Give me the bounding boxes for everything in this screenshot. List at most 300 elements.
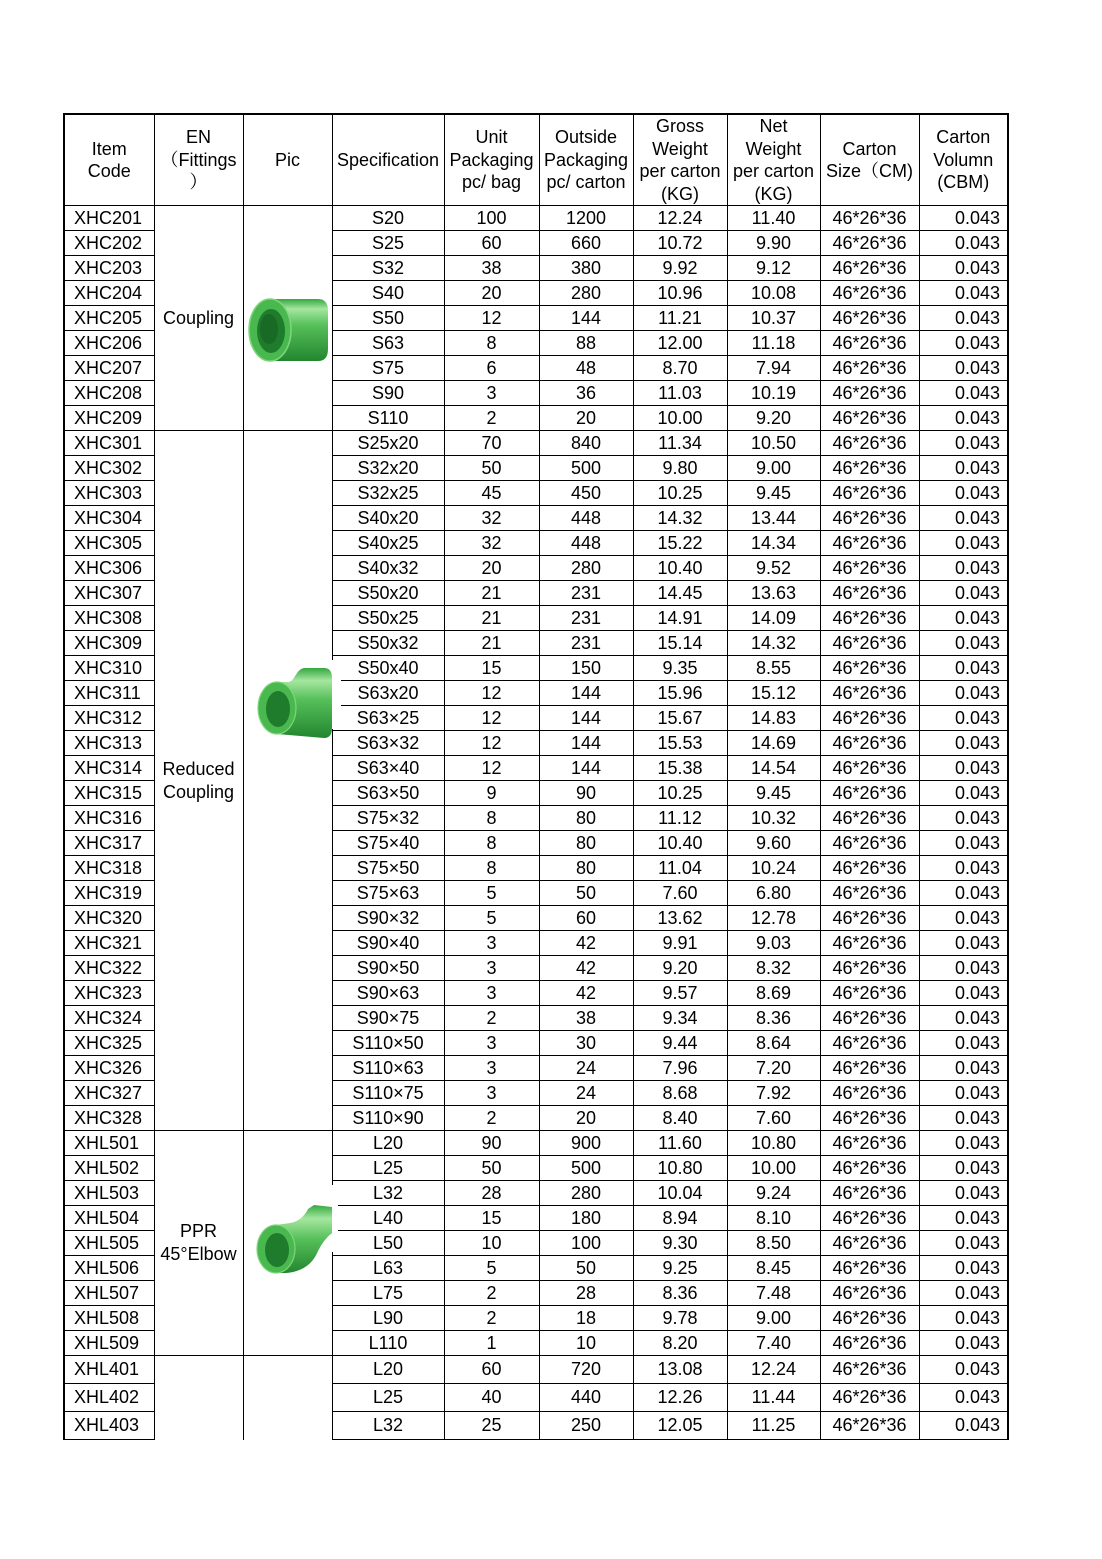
specification-cell: S50x32 [332,631,444,656]
gross-weight-cell: 9.78 [633,1306,727,1331]
net-weight-cell: 13.63 [727,581,820,606]
outside-packaging-cell: 448 [539,531,633,556]
outside-packaging-cell: 450 [539,481,633,506]
gross-weight-cell: 9.44 [633,1031,727,1056]
header-gross-weight: Gross Weight per carton (KG) [633,114,727,206]
carton-volume-cell: 0.043 [919,381,1008,406]
carton-volume-cell: 0.043 [919,306,1008,331]
outside-packaging-cell: 180 [539,1206,633,1231]
unit-packaging-cell: 25 [444,1412,539,1440]
specification-cell: L75 [332,1281,444,1306]
unit-packaging-cell: 8 [444,331,539,356]
carton-size-cell: 46*26*36 [820,1156,919,1181]
item-code-cell: XHL504 [64,1206,154,1231]
net-weight-cell: 7.20 [727,1056,820,1081]
carton-volume-cell: 0.043 [919,406,1008,431]
specification-cell: L90 [332,1306,444,1331]
item-code-cell: XHC307 [64,581,154,606]
unit-packaging-cell: 2 [444,1106,539,1131]
carton-size-cell: 46*26*36 [820,456,919,481]
unit-packaging-cell: 40 [444,1384,539,1412]
item-code-cell: XHC202 [64,231,154,256]
gross-weight-cell: 8.70 [633,356,727,381]
fitting-name-cell: PPR 45°Elbow [154,1131,243,1356]
carton-volume-cell: 0.043 [919,1256,1008,1281]
net-weight-cell: 8.10 [727,1206,820,1231]
specification-cell: S25x20 [332,431,444,456]
gross-weight-cell: 11.03 [633,381,727,406]
net-weight-cell: 11.44 [727,1384,820,1412]
item-code-cell: XHC301 [64,431,154,456]
item-code-cell: XHC305 [64,531,154,556]
carton-size-cell: 46*26*36 [820,1231,919,1256]
net-weight-cell: 11.25 [727,1412,820,1440]
specification-cell: S90×40 [332,931,444,956]
net-weight-cell: 15.12 [727,681,820,706]
outside-packaging-cell: 88 [539,331,633,356]
outside-packaging-cell: 250 [539,1412,633,1440]
item-code-cell: XHC304 [64,506,154,531]
net-weight-cell: 10.80 [727,1131,820,1156]
unit-packaging-cell: 28 [444,1181,539,1206]
outside-packaging-cell: 10 [539,1331,633,1356]
item-code-cell: XHL502 [64,1156,154,1181]
outside-packaging-cell: 144 [539,706,633,731]
gross-weight-cell: 8.20 [633,1331,727,1356]
gross-weight-cell: 12.26 [633,1384,727,1412]
carton-volume-cell: 0.043 [919,1031,1008,1056]
unit-packaging-cell: 12 [444,306,539,331]
outside-packaging-cell: 720 [539,1356,633,1384]
outside-packaging-cell: 840 [539,431,633,456]
net-weight-cell: 14.54 [727,756,820,781]
net-weight-cell: 12.24 [727,1356,820,1384]
carton-size-cell: 46*26*36 [820,256,919,281]
table-body [64,206,1008,1440]
gross-weight-cell: 13.62 [633,906,727,931]
carton-size-cell: 46*26*36 [820,231,919,256]
unit-packaging-cell: 32 [444,531,539,556]
net-weight-cell: 14.69 [727,731,820,756]
net-weight-cell: 8.69 [727,981,820,1006]
reduced-coupling-icon [244,658,342,740]
picture-cell [243,431,332,1131]
gross-weight-cell: 7.96 [633,1056,727,1081]
net-weight-cell: 10.32 [727,806,820,831]
outside-packaging-cell: 20 [539,406,633,431]
carton-volume-cell: 0.043 [919,331,1008,356]
carton-size-cell: 46*26*36 [820,631,919,656]
unit-packaging-cell: 21 [444,581,539,606]
specification-cell: S63×40 [332,756,444,781]
carton-size-cell: 46*26*36 [820,556,919,581]
carton-volume-cell: 0.043 [919,781,1008,806]
gross-weight-cell: 15.67 [633,706,727,731]
carton-size-cell: 46*26*36 [820,931,919,956]
outside-packaging-cell: 900 [539,1131,633,1156]
gross-weight-cell: 10.80 [633,1156,727,1181]
carton-size-cell: 46*26*36 [820,281,919,306]
gross-weight-cell: 10.25 [633,781,727,806]
carton-volume-cell: 0.043 [919,706,1008,731]
net-weight-cell: 9.60 [727,831,820,856]
carton-volume-cell: 0.043 [919,756,1008,781]
specification-cell: S110×75 [332,1081,444,1106]
net-weight-cell: 14.32 [727,631,820,656]
carton-size-cell: 46*26*36 [820,906,919,931]
outside-packaging-cell: 280 [539,281,633,306]
gross-weight-cell: 9.91 [633,931,727,956]
unit-packaging-cell: 5 [444,881,539,906]
gross-weight-cell: 11.12 [633,806,727,831]
carton-size-cell: 46*26*36 [820,1006,919,1031]
specification-cell: S75×50 [332,856,444,881]
gross-weight-cell: 10.96 [633,281,727,306]
specification-cell: L40 [332,1206,444,1231]
header-item-code: Item Code [64,114,154,206]
net-weight-cell: 9.03 [727,931,820,956]
item-code-cell: XHC321 [64,931,154,956]
carton-size-cell: 46*26*36 [820,1181,919,1206]
gross-weight-cell: 11.04 [633,856,727,881]
coupling-icon [248,296,330,364]
specification-cell: L20 [332,1131,444,1156]
carton-volume-cell: 0.043 [919,231,1008,256]
specification-cell: L63 [332,1256,444,1281]
outside-packaging-cell: 30 [539,1031,633,1056]
outside-packaging-cell: 24 [539,1056,633,1081]
net-weight-cell: 10.00 [727,1156,820,1181]
specification-cell: S63 [332,331,444,356]
carton-size-cell: 46*26*36 [820,381,919,406]
carton-volume-cell: 0.043 [919,681,1008,706]
unit-packaging-cell: 1 [444,1331,539,1356]
item-code-cell: XHC308 [64,606,154,631]
carton-volume-cell: 0.043 [919,806,1008,831]
specification-cell: S25 [332,231,444,256]
specification-cell: S75×32 [332,806,444,831]
item-code-cell: XHC328 [64,1106,154,1131]
gross-weight-cell: 11.21 [633,306,727,331]
carton-size-cell: 46*26*36 [820,756,919,781]
gross-weight-cell: 9.92 [633,256,727,281]
outside-packaging-cell: 231 [539,631,633,656]
gross-weight-cell: 10.40 [633,831,727,856]
outside-packaging-cell: 500 [539,456,633,481]
carton-size-cell: 46*26*36 [820,1106,919,1131]
net-weight-cell: 8.64 [727,1031,820,1056]
carton-size-cell: 46*26*36 [820,431,919,456]
carton-size-cell: 46*26*36 [820,1331,919,1356]
gross-weight-cell: 9.57 [633,981,727,1006]
item-code-cell: XHC205 [64,306,154,331]
specification-cell: S63×25 [332,706,444,731]
unit-packaging-cell: 70 [444,431,539,456]
elbow-45-icon [244,1183,339,1275]
net-weight-cell: 9.00 [727,456,820,481]
header-unit-packaging: Unit Packaging pc/ bag [444,114,539,206]
net-weight-cell: 9.24 [727,1181,820,1206]
gross-weight-cell: 12.24 [633,206,727,231]
header-pic: Pic [243,114,332,206]
specification-cell: S90×75 [332,1006,444,1031]
item-code-cell: XHL503 [64,1181,154,1206]
gross-weight-cell: 10.04 [633,1181,727,1206]
net-weight-cell: 9.45 [727,481,820,506]
net-weight-cell: 9.45 [727,781,820,806]
gross-weight-cell: 13.08 [633,1356,727,1384]
net-weight-cell: 7.92 [727,1081,820,1106]
specification-cell: S110×63 [332,1056,444,1081]
specification-cell: S40x25 [332,531,444,556]
unit-packaging-cell: 3 [444,1081,539,1106]
carton-volume-cell: 0.043 [919,581,1008,606]
item-code-cell: XHL401 [64,1356,154,1384]
outside-packaging-cell: 80 [539,806,633,831]
carton-volume-cell: 0.043 [919,1081,1008,1106]
carton-volume-cell: 0.043 [919,281,1008,306]
unit-packaging-cell: 50 [444,1156,539,1181]
carton-size-cell: 46*26*36 [820,681,919,706]
carton-volume-cell: 0.043 [919,831,1008,856]
outside-packaging-cell: 90 [539,781,633,806]
net-weight-cell: 10.37 [727,306,820,331]
carton-volume-cell: 0.043 [919,1356,1008,1384]
unit-packaging-cell: 12 [444,681,539,706]
table-row [64,1131,1008,1156]
unit-packaging-cell: 3 [444,1031,539,1056]
specification-cell: L32 [332,1412,444,1440]
unit-packaging-cell: 2 [444,1281,539,1306]
item-code-cell: XHC320 [64,906,154,931]
gross-weight-cell: 8.36 [633,1281,727,1306]
gross-weight-cell: 10.40 [633,556,727,581]
carton-size-cell: 46*26*36 [820,981,919,1006]
unit-packaging-cell: 3 [444,956,539,981]
net-weight-cell: 10.24 [727,856,820,881]
carton-size-cell: 46*26*36 [820,356,919,381]
carton-volume-cell: 0.043 [919,1106,1008,1131]
gross-weight-cell: 14.45 [633,581,727,606]
item-code-cell: XHC326 [64,1056,154,1081]
outside-packaging-cell: 440 [539,1384,633,1412]
picture-cell [243,1356,332,1440]
unit-packaging-cell: 2 [444,1306,539,1331]
outside-packaging-cell: 24 [539,1081,633,1106]
net-weight-cell: 10.19 [727,381,820,406]
carton-volume-cell: 0.043 [919,731,1008,756]
item-code-cell: XHC312 [64,706,154,731]
carton-volume-cell: 0.043 [919,906,1008,931]
outside-packaging-cell: 60 [539,906,633,931]
item-code-cell: XHL506 [64,1256,154,1281]
carton-volume-cell: 0.043 [919,1306,1008,1331]
carton-size-cell: 46*26*36 [820,1031,919,1056]
gross-weight-cell: 12.00 [633,331,727,356]
carton-size-cell: 46*26*36 [820,956,919,981]
unit-packaging-cell: 10 [444,1231,539,1256]
specification-cell: S63×50 [332,781,444,806]
carton-volume-cell: 0.043 [919,956,1008,981]
unit-packaging-cell: 50 [444,456,539,481]
carton-volume-cell: 0.043 [919,206,1008,231]
gross-weight-cell: 9.35 [633,656,727,681]
unit-packaging-cell: 38 [444,256,539,281]
specification-cell: S50x25 [332,606,444,631]
item-code-cell: XHC201 [64,206,154,231]
item-code-cell: XHC303 [64,481,154,506]
unit-packaging-cell: 8 [444,856,539,881]
item-code-cell: XHC323 [64,981,154,1006]
specification-cell: S40 [332,281,444,306]
specification-cell: S40x20 [332,506,444,531]
gross-weight-cell: 12.05 [633,1412,727,1440]
specification-cell: S75×63 [332,881,444,906]
table-row [64,1356,1008,1384]
picture-cell [243,206,332,431]
specification-cell: S90×63 [332,981,444,1006]
outside-packaging-cell: 380 [539,256,633,281]
carton-volume-cell: 0.043 [919,1056,1008,1081]
outside-packaging-cell: 231 [539,581,633,606]
gross-weight-cell: 9.25 [633,1256,727,1281]
carton-size-cell: 46*26*36 [820,656,919,681]
carton-size-cell: 46*26*36 [820,1081,919,1106]
net-weight-cell: 8.45 [727,1256,820,1281]
item-code-cell: XHC310 [64,656,154,681]
item-code-cell: XHC313 [64,731,154,756]
carton-size-cell: 46*26*36 [820,581,919,606]
net-weight-cell: 7.40 [727,1331,820,1356]
net-weight-cell: 11.40 [727,206,820,231]
outside-packaging-cell: 500 [539,1156,633,1181]
carton-volume-cell: 0.043 [919,456,1008,481]
item-code-cell: XHL507 [64,1281,154,1306]
unit-packaging-cell: 45 [444,481,539,506]
unit-packaging-cell: 3 [444,1056,539,1081]
carton-size-cell: 46*26*36 [820,706,919,731]
item-code-cell: XHC318 [64,856,154,881]
net-weight-cell: 7.48 [727,1281,820,1306]
carton-volume-cell: 0.043 [919,606,1008,631]
unit-packaging-cell: 6 [444,356,539,381]
unit-packaging-cell: 32 [444,506,539,531]
specification-cell: S32x25 [332,481,444,506]
carton-volume-cell: 0.043 [919,656,1008,681]
specification-cell: S40x32 [332,556,444,581]
gross-weight-cell: 9.80 [633,456,727,481]
net-weight-cell: 8.50 [727,1231,820,1256]
specification-cell: S32x20 [332,456,444,481]
net-weight-cell: 9.20 [727,406,820,431]
picture-cell [243,1131,332,1356]
carton-size-cell: 46*26*36 [820,781,919,806]
outside-packaging-cell: 42 [539,956,633,981]
carton-size-cell: 46*26*36 [820,206,919,231]
unit-packaging-cell: 9 [444,781,539,806]
outside-packaging-cell: 36 [539,381,633,406]
outside-packaging-cell: 48 [539,356,633,381]
header-specification: Specification [332,114,444,206]
carton-volume-cell: 0.043 [919,1281,1008,1306]
outside-packaging-cell: 80 [539,831,633,856]
item-code-cell: XHL508 [64,1306,154,1331]
carton-volume-cell: 0.043 [919,1006,1008,1031]
carton-size-cell: 46*26*36 [820,1356,919,1384]
specification-cell: S50 [332,306,444,331]
header-carton-size: Carton Size（CM) [820,114,919,206]
unit-packaging-cell: 5 [444,906,539,931]
item-code-cell: XHL501 [64,1131,154,1156]
gross-weight-cell: 11.60 [633,1131,727,1156]
item-code-cell: XHC317 [64,831,154,856]
outside-packaging-cell: 448 [539,506,633,531]
unit-packaging-cell: 3 [444,381,539,406]
item-code-cell: XHL402 [64,1384,154,1412]
outside-packaging-cell: 1200 [539,206,633,231]
net-weight-cell: 9.00 [727,1306,820,1331]
header-carton-volume: Carton Volumn (CBM) [919,114,1008,206]
gross-weight-cell: 15.14 [633,631,727,656]
unit-packaging-cell: 60 [444,231,539,256]
carton-size-cell: 46*26*36 [820,731,919,756]
outside-packaging-cell: 50 [539,1256,633,1281]
carton-size-cell: 46*26*36 [820,1281,919,1306]
unit-packaging-cell: 3 [444,931,539,956]
header-fittings: EN （Fittings ） [154,114,243,206]
specification-cell: S90×50 [332,956,444,981]
net-weight-cell: 10.08 [727,281,820,306]
specification-cell: S75 [332,356,444,381]
fitting-name-cell [154,1356,243,1440]
carton-volume-cell: 0.043 [919,1331,1008,1356]
carton-volume-cell: 0.043 [919,1412,1008,1440]
unit-packaging-cell: 8 [444,806,539,831]
outside-packaging-cell: 42 [539,981,633,1006]
carton-volume-cell: 0.043 [919,556,1008,581]
item-code-cell: XHC315 [64,781,154,806]
outside-packaging-cell: 18 [539,1306,633,1331]
gross-weight-cell: 10.00 [633,406,727,431]
unit-packaging-cell: 8 [444,831,539,856]
net-weight-cell: 14.83 [727,706,820,731]
carton-volume-cell: 0.043 [919,256,1008,281]
specification-cell: L110 [332,1331,444,1356]
unit-packaging-cell: 3 [444,981,539,1006]
net-weight-cell: 13.44 [727,506,820,531]
item-code-cell: XHC327 [64,1081,154,1106]
unit-packaging-cell: 21 [444,631,539,656]
unit-packaging-cell: 2 [444,1006,539,1031]
unit-packaging-cell: 60 [444,1356,539,1384]
net-weight-cell: 11.18 [727,331,820,356]
carton-size-cell: 46*26*36 [820,506,919,531]
unit-packaging-cell: 12 [444,731,539,756]
specification-cell: L32 [332,1181,444,1206]
specification-cell: S110 [332,406,444,431]
item-code-cell: XHC309 [64,631,154,656]
table-row [64,431,1008,456]
gross-weight-cell: 10.72 [633,231,727,256]
carton-size-cell: 46*26*36 [820,881,919,906]
outside-packaging-cell: 280 [539,556,633,581]
item-code-cell: XHC306 [64,556,154,581]
carton-size-cell: 46*26*36 [820,1412,919,1440]
carton-size-cell: 46*26*36 [820,481,919,506]
outside-packaging-cell: 80 [539,856,633,881]
item-code-cell: XHC208 [64,381,154,406]
net-weight-cell: 12.78 [727,906,820,931]
